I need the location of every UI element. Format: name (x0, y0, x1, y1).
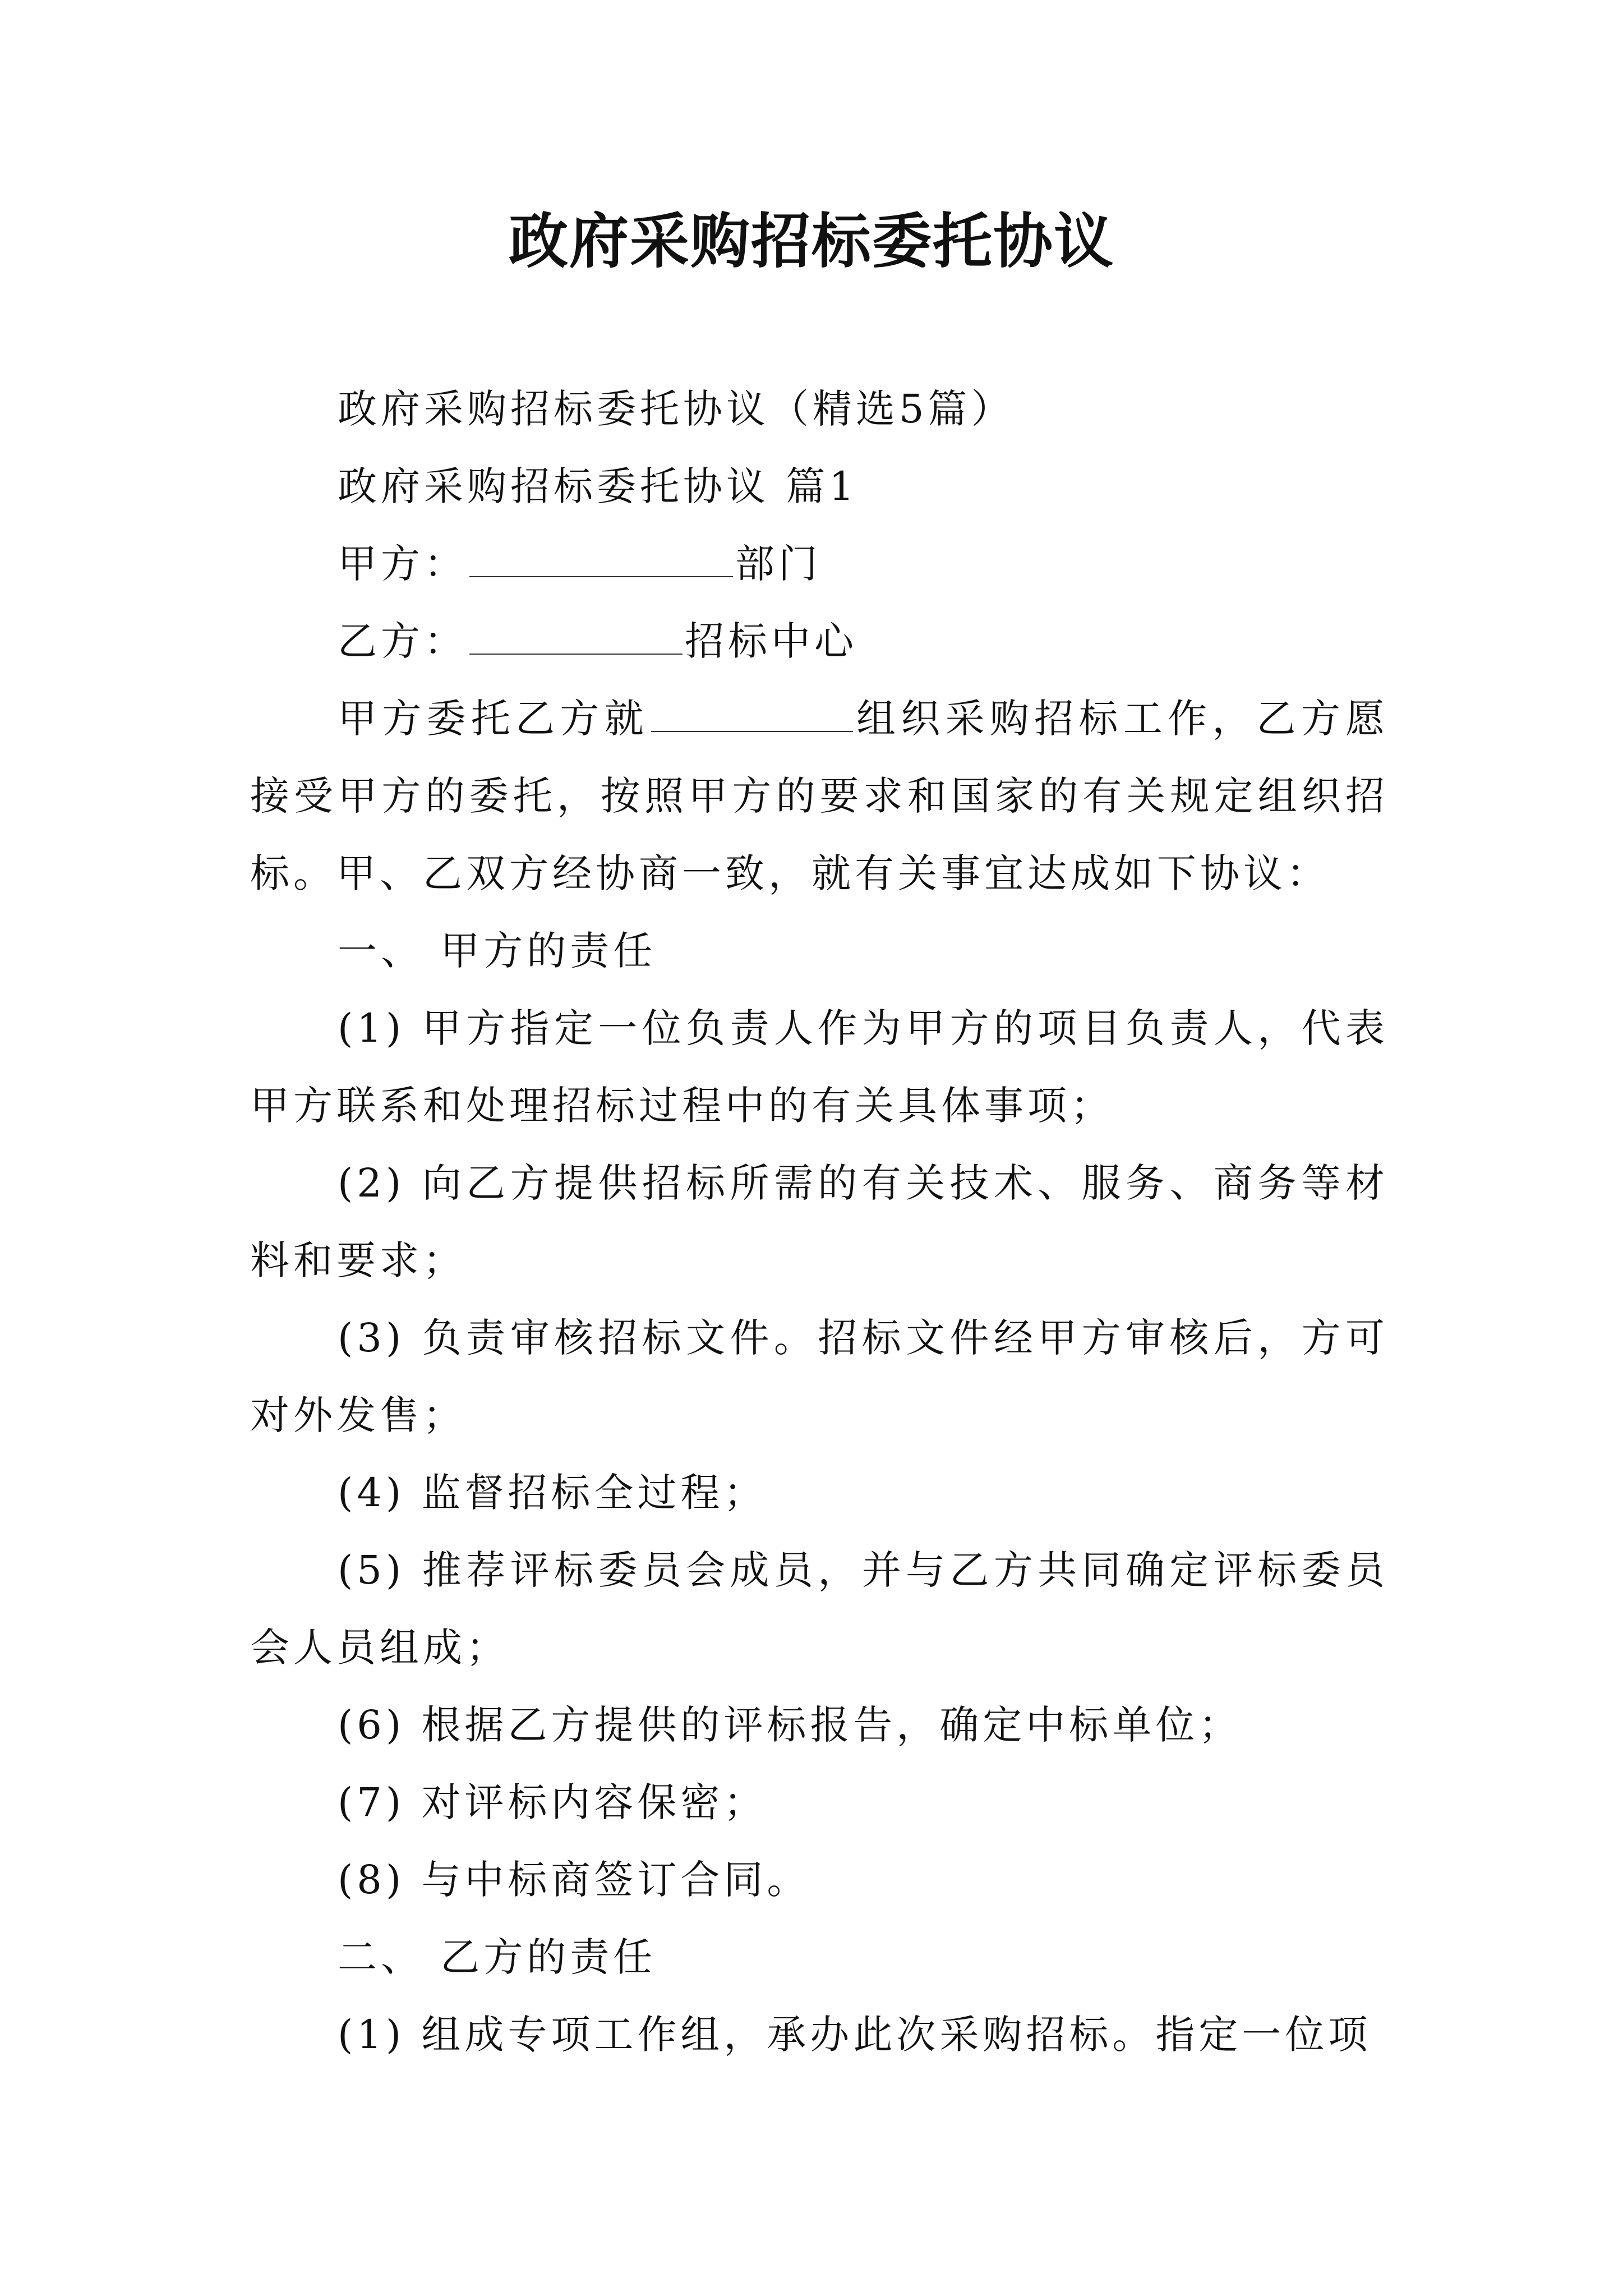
list-item: (1) 甲方指定一位负责人作为甲方的项目负责人，代表甲方联系和处理招标过程中的有关具体事项； (250, 1005, 1389, 1129)
party-b-label: 乙方： (338, 618, 467, 664)
section-heading-party-a: 一、 甲方的责任 (338, 928, 657, 974)
party-b-blank (469, 621, 683, 655)
list-item: (5) 推荐评标委员会成员，并与乙方共同确定评标委员会人员组成； (250, 1547, 1389, 1671)
intro-paragraph (250, 680, 1389, 912)
party-a-label: 甲方： (338, 541, 467, 587)
party-a-blank (469, 544, 733, 577)
intro-rest: 组织采购招标工作，乙方愿接受甲方的委托，按照甲方的要求和国家的有关规定组织招标。甲、乙双方经协商一致，就有关事宜达成如下协议： (250, 696, 1389, 896)
chapter-heading: 政府采购招标委托协议 篇1 (338, 463, 858, 509)
party-b-line (250, 602, 1389, 680)
list-item: (2) 向乙方提供招标所需的有关技术、服务、商务等材料和要求； (250, 1160, 1389, 1283)
intro-blank (651, 698, 853, 732)
list-item: (1) 组成专项工作组，承办此次采购招标。指定一位项 (338, 2012, 1372, 2058)
list-item: (7) 对评标内容保密； (338, 1779, 767, 1825)
section-heading-party-b: 二、 乙方的责任 (338, 1934, 657, 1980)
list-item: (3) 负责审核招标文件。招标文件经甲方审核后，方可对外发售； (250, 1315, 1389, 1438)
intro-start: 甲方委托乙方就 (338, 696, 649, 742)
document-body (250, 370, 1389, 2073)
list-item: (6) 根据乙方提供的评标报告，确定中标单位； (338, 1702, 1242, 1748)
document-title: 政府采购招标委托协议 (509, 206, 1114, 276)
party-b-suffix: 招标中心 (685, 618, 857, 664)
list-item: (4) 监督招标全过程； (338, 1470, 767, 1516)
party-a-suffix: 部门 (735, 541, 822, 587)
party-a-line (250, 525, 1389, 602)
list-item: (8) 与中标商签订合同。 (338, 1857, 810, 1903)
subtitle-line: 政府采购招标委托协议（精选5篇） (338, 386, 1015, 432)
